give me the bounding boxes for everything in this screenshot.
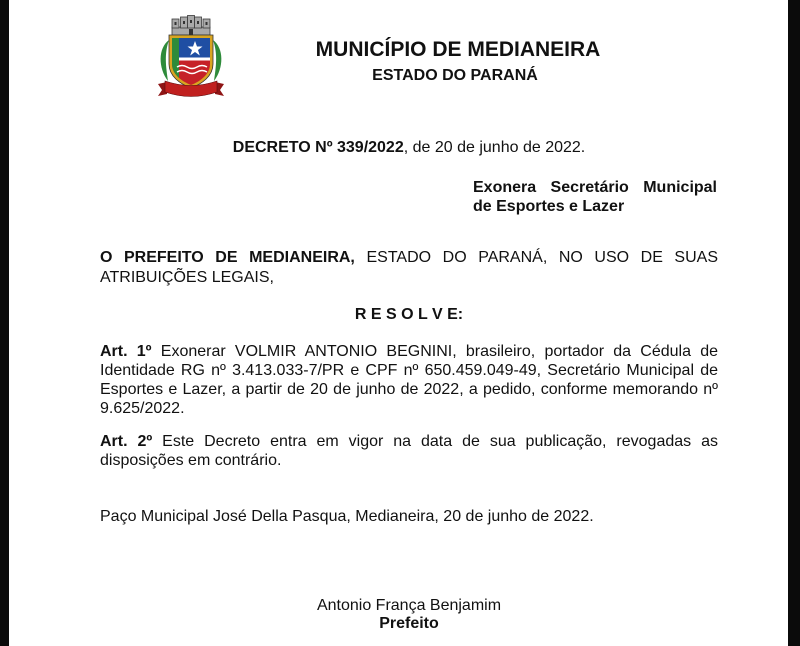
state-subtitle: ESTADO DO PARANÁ [372, 67, 538, 84]
coat-of-arms-logo [155, 14, 227, 98]
decree-heading [100, 138, 718, 157]
preamble-authority: O PREFEITO DE MEDIANEIRA, [100, 249, 355, 266]
municipality-title: MUNICÍPIO DE MEDIANEIRA [315, 38, 601, 61]
article-2 [100, 432, 718, 470]
decree-number: DECRETO Nº 339/2022 [232, 139, 404, 156]
article-2-text: Este Decreto entra em vigor na data de sua publicação, revogadas as disposições em contrário. [100, 433, 718, 469]
article-1 [100, 342, 718, 418]
signatory-title: Prefeito [379, 615, 439, 632]
article-1-label: Art. 1º [100, 343, 152, 360]
decree-summary: Exonera Secretário Municipal de Esportes e Lazer [473, 179, 717, 215]
decree-date: , de 20 de junho de 2022. [403, 139, 586, 156]
closing-place-date: Paço Municipal José Della Pasqua, Medianeira, 20 de junho de 2022. [100, 508, 594, 525]
preamble-text: ESTADO DO PARANÁ, NO USO DE SUAS ATRIBUIÇÕES LEGAIS, [100, 249, 719, 286]
preamble [100, 248, 718, 288]
article-1-text: Exonerar VOLMIR ANTONIO BEGNINI, brasileiro, portador da Cédula de Identidade RG nº 3.413.033-7/PR e CPF nº 650.459.049-49, Secretário Municipal de Esportes e Lazer, a partir de 20 de junho de 2022, a pedido, conforme memorando nº 9.625/2022. [100, 343, 719, 417]
decree-page [9, 0, 788, 646]
resolve-heading: R E S O L V E: [354, 306, 464, 323]
article-2-label: Art. 2º [100, 433, 153, 450]
signatory-name: Antonio França Benjamim [316, 597, 502, 614]
